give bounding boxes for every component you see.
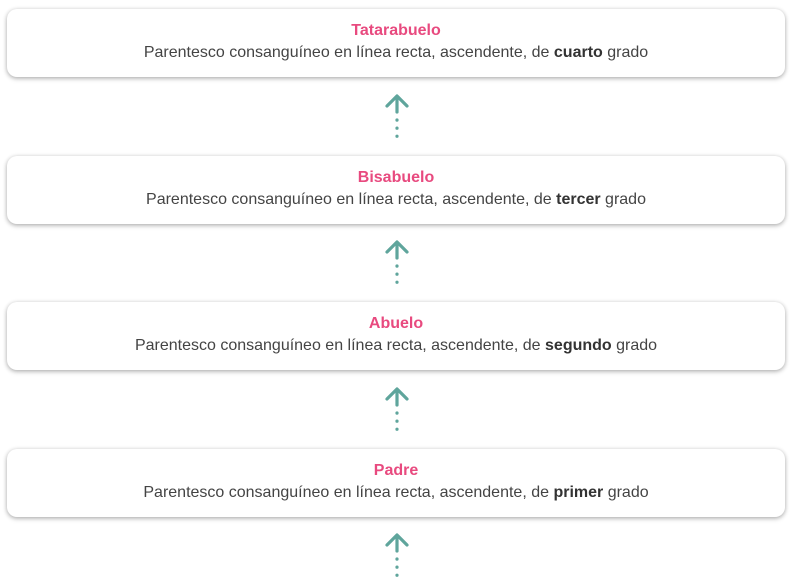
desc-suffix: grado	[616, 337, 658, 354]
degree-label: cuarto	[553, 44, 603, 61]
degree-label: tercer	[556, 191, 601, 208]
card-abuelo	[7, 302, 785, 370]
desc-prefix: Parentesco consanguíneo en línea recta, ascendente, de	[143, 484, 549, 501]
card-tatarabuelo	[7, 9, 785, 77]
dashed-up-arrow-icon	[383, 236, 411, 288]
desc-suffix: grado	[605, 191, 646, 208]
card-description	[7, 189, 785, 211]
dashed-up-arrow-icon	[383, 90, 411, 142]
desc-prefix: Parentesco consanguíneo en línea recta, ascendente, de	[143, 44, 550, 61]
card-padre	[7, 449, 785, 517]
card-description	[7, 482, 785, 504]
card-title: Padre	[373, 462, 419, 479]
card-title: Abuelo	[368, 315, 424, 332]
dashed-up-arrow-icon	[383, 529, 411, 581]
card-description	[7, 42, 785, 64]
degree-label: primer	[553, 484, 604, 501]
degree-label: segundo	[545, 337, 612, 354]
dashed-up-arrow-icon	[383, 383, 411, 435]
desc-suffix: grado	[607, 484, 649, 501]
desc-prefix: Parentesco consanguíneo en línea recta, ascendente, de	[146, 191, 552, 208]
desc-suffix: grado	[607, 44, 649, 61]
card-bisabuelo	[7, 156, 785, 224]
card-title: Bisabuelo	[357, 169, 435, 186]
card-title: Tatarabuelo	[351, 22, 441, 39]
card-description	[7, 335, 785, 357]
desc-prefix: Parentesco consanguíneo en línea recta, ascendente, de	[134, 337, 541, 354]
